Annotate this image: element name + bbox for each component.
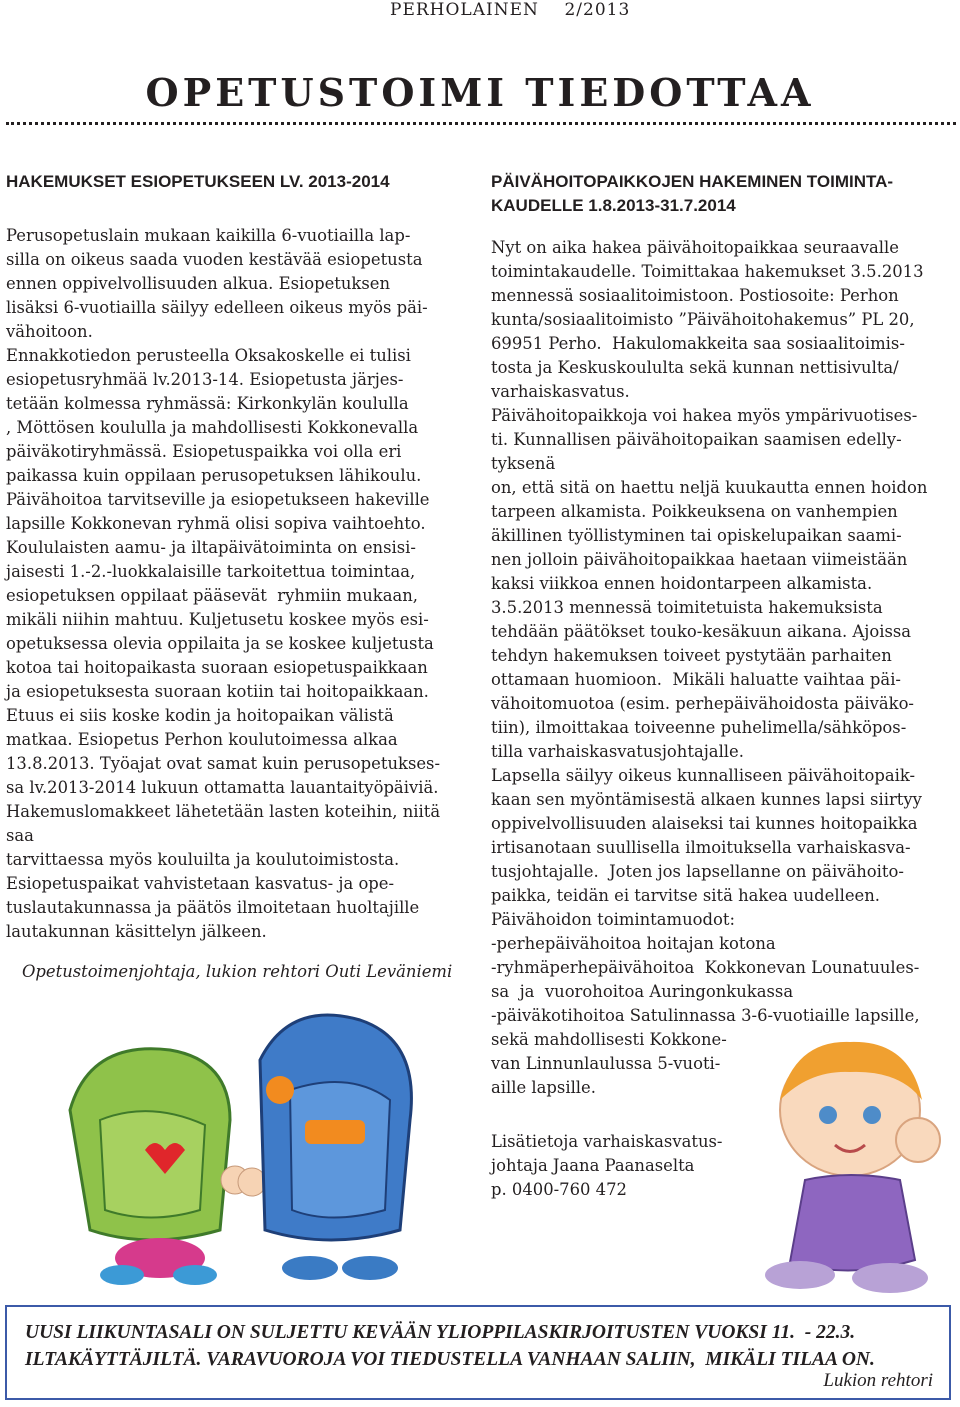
text-line: äkillinen työllistyminen tai opiskelupaikan saami-	[491, 526, 902, 545]
contact-line: johtaja Jaana Paanaselta	[491, 1156, 695, 1175]
text-line: toimintakaudelle. Toimittakaa hakemukset 3.5.2013	[491, 262, 924, 281]
text-line: ennen oppivelvollisuuden alkua. Esiopetuksen	[6, 274, 391, 293]
text-line: tarvittaessa myös kouluilta ja koulutoimistosta.	[6, 850, 400, 869]
text-line: vähoitomuotoa (esim. perhepäivähoidosta päiväko-	[491, 694, 914, 713]
left-article-signature: Opetustoimenjohtaja, lukion rehtori Outi Leväniemi	[22, 962, 453, 981]
text-line: ti. Kunnallisen päivähoitopaikan saamisen edelly-	[491, 430, 902, 449]
text-line: lautakunnan käsittelyn jälkeen.	[6, 922, 267, 941]
text-line: esiopetusryhmää lv.2013-14. Esiopetusta järjes-	[6, 370, 404, 389]
contact-line: p. 0400-760 472	[491, 1180, 627, 1199]
text-line: kotoa tai hoitopaikasta suoraan esiopetuspaikkaan	[6, 658, 428, 677]
notice-signature: Lukion rehtori	[823, 1370, 933, 1391]
text-line: aille lapsille.	[491, 1078, 596, 1097]
page-title: OPETUSTOIMI TIEDOTTAA	[145, 70, 815, 115]
text-line: paikassa kuin oppilaan perusopetuksen lähikoulu.	[6, 466, 422, 485]
left-article-heading: HAKEMUKSET ESIOPETUKSEEN LV. 2013-2014	[6, 172, 390, 191]
text-line: tilla varhaiskasvatusjohtajalle.	[491, 742, 744, 761]
notice-line-2: ILTAKÄYTTÄJILTÄ. VARAVUOROJA VOI TIEDUSTELLA VANHAAN SALIIN, MIKÄLI TILAA ON.	[25, 1349, 875, 1370]
text-line: tarpeen alkamista. Poikkeuksena on vanhempien	[491, 502, 898, 521]
text-line: Lapsella säilyy oikeus kunnalliseen päivähoitopaik-	[491, 766, 916, 785]
notice-box	[5, 1305, 951, 1400]
text-line: lapsille Kokkonevan ryhmä olisi sopiva vaihtoehto.	[6, 514, 426, 533]
text-line: matkaa. Esiopetus Perhon koulutoimessa alkaa	[6, 730, 398, 749]
left-article	[6, 170, 476, 944]
text-line: Nyt on aika hakea päivähoitopaikkaa seuraavalle	[491, 238, 899, 257]
text-line: sa lv.2013-2014 lukuun ottamatta lauantaityöpäiviä.	[6, 778, 439, 797]
text-line: kaksi viikkoa ennen hoidontarpeen alkamista.	[491, 574, 873, 593]
text-line: Päivähoidon toimintamuodot:	[491, 910, 735, 929]
contact-line: Lisätietoja varhaiskasvatus-	[491, 1132, 723, 1151]
left-article-body	[6, 224, 476, 944]
text-line: vähoitoon.	[6, 322, 93, 341]
issue-number: 2/2013	[564, 0, 631, 20]
text-line: kunta/sosiaalitoimisto ”Päivähoitohakemus” PL 20,	[491, 310, 915, 329]
text-line: sa ja vuorohoitoa Auringonkukassa	[491, 982, 794, 1001]
text-line: saa	[6, 826, 34, 845]
text-line: Perusopetuslain mukaan kaikilla 6-vuotiailla lap-	[6, 226, 411, 245]
children-backpacks-illustration	[30, 1000, 450, 1290]
text-line: Hakemuslomakkeet lähetetään lasten koteihin, niitä	[6, 802, 441, 821]
dotted-divider	[6, 122, 956, 125]
text-line: Etuus ei siis koske kodin ja hoitopaikan välistä	[6, 706, 394, 725]
text-line: tuslautakunnassa ja päätös ilmoitetaan huoltajille	[6, 898, 420, 917]
contact-info	[491, 1130, 722, 1202]
text-line: oppivelvollisuuden alaiseksi tai kunnes hoitopaikka	[491, 814, 918, 833]
text-line: Päivähoitopaikkoja voi hakea myös ympärivuotises-	[491, 406, 918, 425]
text-line: paikka, teidän ei tarvitse sitä hakea uudelleen.	[491, 886, 880, 905]
text-line: mikäli niihin mahtuu. Kuljetusetu koskee myös esi-	[6, 610, 429, 629]
text-line: ottamaan huomioon. Mikäli haluatte vaihtaa päi-	[491, 670, 901, 689]
text-line: nen jolloin päivähoitopaikkaa haetaan viimeistään	[491, 550, 908, 569]
text-line: mennessä sosiaalitoimistoon. Postiosoite: Perhon	[491, 286, 899, 305]
text-line: ja esiopetuksesta suoraan kotiin tai hoitopaikkaan.	[6, 682, 429, 701]
text-line: tosta ja Keskuskoululta sekä kunnan nettisivulta/	[491, 358, 899, 377]
text-line: päiväkotiryhmässä. Esiopetuspaikka voi olla eri	[6, 442, 402, 461]
right-article-body	[491, 236, 953, 1100]
text-line: sekä mahdollisesti Kokkone-	[491, 1030, 727, 1049]
text-line: -ryhmäperhepäivähoitoa Kokkonevan Lounatuules-	[491, 958, 920, 977]
notice-line-1: UUSI LIIKUNTASALI ON SULJETTU KEVÄÄN YLIOPPILASKIRJOITUSTEN VUOKSI 11. - 22.3.	[25, 1322, 856, 1343]
text-line: Koululaisten aamu- ja iltapäivätoiminta on ensisi-	[6, 538, 416, 557]
waving-child-illustration	[740, 1030, 955, 1300]
text-line: jaisesti 1.-2.-luokkalaisille tarkoitettua toimintaa,	[6, 562, 416, 581]
text-line: opetuksessa olevia oppilaita ja se koskee kuljetusta	[6, 634, 434, 653]
text-line: 13.8.2013. Työajat ovat samat kuin perusopetukses-	[6, 754, 440, 773]
text-line: lisäksi 6-vuotiailla säilyy edelleen oikeus myös päi-	[6, 298, 428, 317]
text-line: Ennakkotiedon perusteella Oksakoskelle ei tulisi	[6, 346, 411, 365]
text-line: tetään kolmessa ryhmässä: Kirkonkylän koululla	[6, 394, 409, 413]
text-line: -päiväkotihoitoa Satulinnassa 3-6-vuotiaille lapsille,	[491, 1006, 920, 1025]
text-line: on, että sitä on haettu neljä kuukautta ennen hoidon	[491, 478, 928, 497]
text-line: van Linnunlaulussa 5-vuoti-	[491, 1054, 721, 1073]
text-line: varhaiskasvatus.	[491, 382, 630, 401]
text-line: Esiopetuspaikat vahvistetaan kasvatus- ja ope-	[6, 874, 395, 893]
text-line: tyksenä	[491, 454, 556, 473]
text-line: tiin), ilmoittakaa toiveenne puhelimella/sähköpos-	[491, 718, 907, 737]
text-line: tehdään päätökset touko-kesäkuun aikana. Ajoissa	[491, 622, 912, 641]
text-line: -perhepäivähoitoa hoitajan kotona	[491, 934, 776, 953]
publication-name: PERHOLAINEN	[390, 0, 539, 20]
text-line: kaan sen myöntämisestä alkaen kunnes lapsi siirtyy	[491, 790, 922, 809]
text-line: silla on oikeus saada vuoden kestävää esiopetusta	[6, 250, 423, 269]
text-line: tehdyn hakemuksen toiveet pystytään parhaiten	[491, 646, 892, 665]
text-line: Päivähoitoa tarvitseville ja esiopetukseen hakeville	[6, 490, 430, 509]
right-article-heading: PÄIVÄHOITOPAIKKOJEN HAKEMINEN TOIMINTA- KAUDELLE 1.8.2013-31.7.2014	[491, 172, 894, 215]
right-article	[491, 170, 953, 1100]
page-header	[390, 0, 630, 20]
text-line: 3.5.2013 mennessä toimitetuista hakemuksista	[491, 598, 883, 617]
text-line: irtisanotaan suullisella ilmoituksella varhaiskasva-	[491, 838, 911, 857]
text-line: 69951 Perho. Hakulomakkeita saa sosiaalitoimis-	[491, 334, 905, 353]
text-line: tusjohtajalle. Joten jos lapsellanne on päivähoito-	[491, 862, 904, 881]
text-line: , Möttösen koululla ja mahdollisesti Kokkonevalla	[6, 418, 419, 437]
text-line: esiopetuksen oppilaat pääsevät ryhmiin mukaan,	[6, 586, 419, 605]
